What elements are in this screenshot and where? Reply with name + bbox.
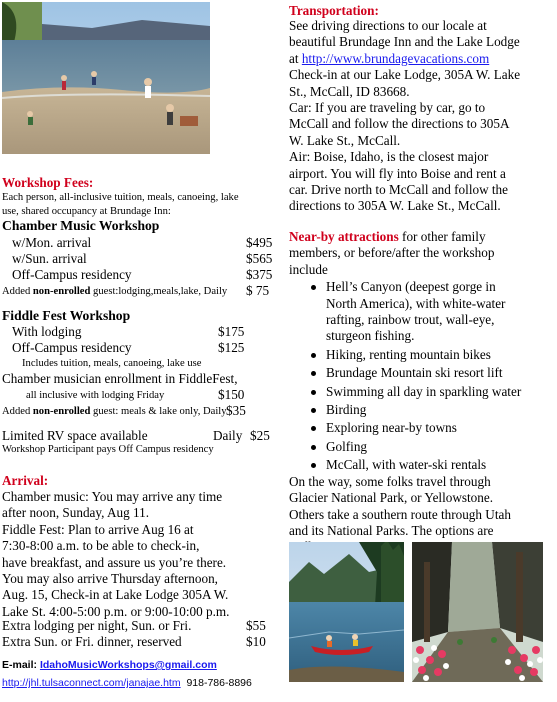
email-link[interactable]: IdahoMusicWorkshops@gmail.com — [39, 659, 217, 671]
musician-price: $150 — [218, 387, 245, 402]
list-item-line: Birding — [326, 402, 367, 418]
chamber-row-label: w/Mon. arrival — [12, 235, 92, 250]
rv-note: Workshop Participant pays Off Campus residency — [2, 444, 214, 455]
fiddle-row-price: $175 — [218, 324, 245, 339]
rv-daily: Daily — [213, 428, 243, 443]
list-item-line: Hiking, renting mountain bikes — [326, 346, 491, 362]
email-line — [2, 658, 217, 672]
transport-line: See driving directions to our locale at — [289, 18, 487, 33]
bullet-icon — [311, 390, 316, 395]
bullet-icon — [311, 426, 316, 431]
list-item-line: North America), with white-water — [326, 295, 506, 311]
list-item-line: Golfing — [326, 438, 368, 454]
bullet-icon — [311, 463, 316, 468]
fiddle-row-label: Off-Campus residency — [12, 340, 132, 355]
bullet-icon — [311, 371, 316, 376]
list-item — [289, 439, 555, 455]
lake-canoe-photo — [289, 542, 404, 682]
arrival-line: Aug. 15, Check-in at Lake Lodge 305A W. — [2, 587, 229, 603]
extra-row-label: Extra lodging per night, Sun. or Fri. — [2, 618, 192, 633]
list-item-line: Hell’s Canyon (deepest gorge in — [326, 279, 496, 295]
beach-photo-image — [2, 2, 210, 154]
transport-line: airport. You will fly into Boise and rent a — [289, 165, 506, 181]
website-link[interactable]: http://jhl.tulsaconnect.com/janajae.htm — [2, 677, 181, 689]
list-item-line: Exploring near-by towns — [326, 420, 457, 436]
list-item — [289, 279, 555, 345]
extra-row-price: $55 — [246, 618, 266, 633]
brundage-link[interactable]: http://www.brundagevacations.com — [301, 50, 490, 66]
arrival-line: 7:30-8:00 a.m. to be able to check-in, — [2, 538, 200, 554]
arrival-line: You may also arrive Thursday afternoon, — [2, 571, 218, 587]
fiddle-row-label: With lodging — [12, 324, 82, 339]
nearby-intro: members, or before/after the workshop — [289, 245, 495, 261]
bullet-icon — [311, 408, 316, 413]
transport-line: Car: If you are traveling by car, go to — [289, 100, 486, 116]
phone-number: 918-786-8896 — [186, 677, 252, 689]
transport-line: St., McCall, ID 83668. — [289, 83, 410, 99]
beach-photo — [2, 2, 210, 154]
outro-line: Glacier National Park, or Yellowstone. — [289, 490, 493, 506]
arrival-line: have breakfast, and assure us you’re there. — [2, 554, 227, 570]
attractions-list — [289, 279, 555, 473]
chamber-row-price: $495 — [246, 235, 273, 250]
transport-heading: Transportation: — [289, 3, 379, 18]
transport-line: W. Lake St., McCall. — [289, 132, 401, 148]
fiddle-guest-line — [2, 405, 227, 419]
list-item — [289, 402, 555, 418]
extra-row-price: $10 — [246, 634, 266, 649]
outro-line: Others take a southern route through Utah — [289, 506, 511, 522]
transport-link-prefix: at — [289, 50, 302, 66]
chamber-title: Chamber Music Workshop — [2, 218, 160, 233]
transport-line: car. Drive north to McCall and follow the — [289, 182, 509, 198]
arrival-line: after noon, Sunday, Aug 11. — [2, 505, 149, 521]
list-item — [289, 347, 555, 363]
chamber-guest-prefix: Added — [2, 286, 33, 297]
outro-line: On the way, some folks travel through — [289, 473, 491, 489]
nearby-section — [289, 229, 555, 556]
fiddle-includes: Includes tuition, meals, canoeing, lake use — [22, 358, 202, 369]
chamber-guest-bold: non-enrolled — [32, 286, 91, 297]
fiddle-guest-bold: non-enrolled — [32, 406, 91, 417]
chamber-row-price: $565 — [246, 251, 273, 266]
nearby-heading-line — [289, 229, 555, 245]
transport-link-line — [289, 51, 555, 67]
transport-line: directions to 305A W. Lake St., McCall. — [289, 198, 501, 214]
extra-row-label: Extra Sun. or Fri. dinner, reserved — [2, 634, 182, 649]
arrival-line: Chamber music: You may arrive any time — [2, 489, 223, 504]
list-item — [289, 457, 555, 473]
musician-line: Chamber musician enrollment in FiddleFest, — [2, 371, 238, 386]
fiddle-guest-price: $35 — [226, 403, 246, 418]
bullet-icon — [311, 285, 316, 290]
rv-price: $25 — [250, 428, 270, 443]
chamber-row-label: w/Sun. arrival — [12, 251, 87, 266]
fiddle-guest-suffix: guest: meals & lake only, Daily — [90, 406, 227, 417]
rv-label: Limited RV space available — [2, 428, 148, 443]
flower-path-image — [412, 542, 543, 682]
outro-line: and its National Parks. The options are — [289, 522, 494, 538]
transport-line: McCall and follow the directions to 305A — [289, 116, 510, 132]
transport-line: Air: Boise, Idaho, is the closest major — [289, 149, 489, 165]
list-item-line: McCall, with water-ski rentals — [326, 457, 487, 473]
list-item-line: Swimming all day in sparkling water — [326, 383, 522, 399]
list-item — [289, 384, 555, 400]
musician-sub: all inclusive with lodging Friday — [26, 390, 165, 401]
chamber-row-label: Off-Campus residency — [12, 267, 132, 282]
list-item-line: Brundage Mountain ski resort lift — [326, 365, 503, 381]
arrival-text — [2, 489, 229, 620]
url-line — [2, 676, 252, 690]
lake-canoe-image — [289, 542, 404, 682]
list-item — [289, 365, 555, 381]
nearby-heading: Near-by attractions — [289, 229, 399, 244]
arrival-line: Lake St. 4:00-5:00 p.m. or 9:00-10:00 p.m. — [2, 603, 230, 619]
bullet-icon — [311, 353, 316, 358]
fees-intro: Each person, all-inclusive tuition, meals, canoeing, lake use, shared occupancy at Brundage Inn: — [2, 192, 239, 217]
nearby-heading-rest: for other family — [398, 229, 486, 244]
fiddle-row-price: $125 — [218, 340, 245, 355]
fiddle-title: Fiddle Fest Workshop — [2, 308, 131, 323]
bullet-icon — [311, 445, 316, 450]
fiddle-guest-prefix: Added — [2, 406, 33, 417]
list-item-line: sturgeon fishing. — [326, 328, 415, 344]
nearby-intro: include — [289, 261, 328, 277]
email-label: E-mail: — [2, 659, 40, 671]
chamber-row-price: $375 — [246, 267, 273, 282]
arrival-heading: Arrival: — [2, 473, 49, 488]
flower-path-photo — [412, 542, 543, 682]
transport-text — [289, 18, 555, 215]
list-item — [289, 420, 555, 436]
list-item-line: rafting, rainbow trout, wall-eye, — [326, 312, 495, 328]
chamber-guest-suffix: guest:lodging,meals,lake, Daily — [90, 286, 228, 297]
transport-line: Check-in at our Lake Lodge, 305A W. Lake — [289, 67, 521, 83]
chamber-guest-line — [2, 285, 227, 299]
chamber-guest-price: $ 75 — [246, 283, 270, 298]
fees-heading: Workshop Fees: — [2, 175, 94, 190]
transport-line: beautiful Brundage Inn and the Lake Lodge — [289, 34, 520, 50]
arrival-line: Fiddle Fest: Plan to arrive Aug 16 at — [2, 521, 194, 537]
